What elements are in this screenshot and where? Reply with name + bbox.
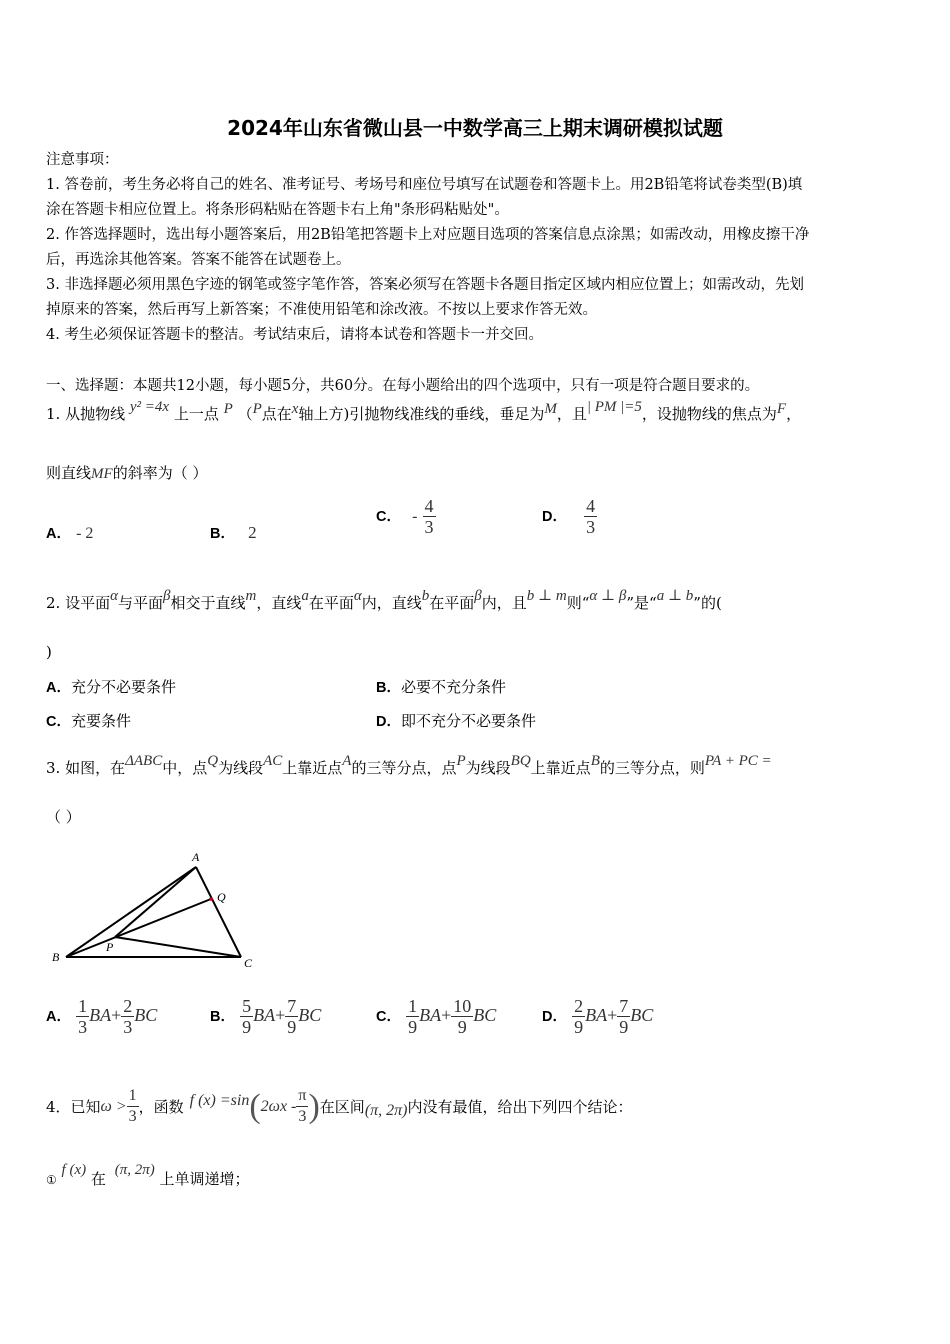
- question-2: 2. 设平面α与平面β相交于直线m，直线a在平面α内，直线b在平面β内，且b ⊥ m则“α ⊥ β”是“a ⊥ b”的(: [46, 588, 722, 612]
- conclusion-1: ① f (x) 在 (π, 2π) 上单调递增；: [46, 1162, 250, 1188]
- notice-line: 涂在答题卡相应位置上。将条形码粘贴在答题卡右上角"条形码粘贴处"。: [46, 202, 509, 218]
- section-heading: 一、选择题：本题共12小题，每小题5分，共60分。在每小题给出的四个选项中，只有一项是符合题目要求的。: [46, 378, 760, 394]
- page-title: 2024年山东省微山县一中数学高三上期末调研模拟试题: [227, 116, 723, 140]
- segment-pa: [115, 867, 196, 937]
- option-d[interactable]: D．即不充分不必要条件: [376, 712, 536, 730]
- option-b[interactable]: B． $\frac{5}{9}$ BA+ $\frac{7}{9}$ BC: [210, 996, 322, 1037]
- label-b: B: [52, 950, 60, 964]
- label-p: P: [106, 940, 114, 954]
- option-c[interactable]: C．充要条件: [46, 712, 131, 730]
- question-1-line2: 则直线MF的斜率为（ ）: [46, 464, 208, 482]
- notice-line: 4. 考生必须保证答题卡的整洁。考试结束后，请将本试卷和答题卡一并交回。: [46, 327, 543, 343]
- segment-pc: [115, 937, 241, 957]
- option-c[interactable]: C． - $\frac{4}{3}$: [376, 496, 434, 537]
- option-b[interactable]: B． 2: [210, 523, 257, 542]
- option-b[interactable]: B．必要不充分条件: [376, 678, 506, 696]
- question-3-line2: （ ）: [46, 808, 81, 826]
- label-q: Q: [217, 890, 226, 904]
- option-d[interactable]: D． $\frac{2}{9}$ BA+ $\frac{7}{9}$ BC: [542, 996, 654, 1037]
- triangle-figure: [40, 845, 270, 975]
- label-c: C: [244, 956, 253, 970]
- notice-line: 3. 非选择题必须用黑色字迹的钢笔或签字笔作答，答案必须写在答题卡各题目指定区域内相应位置上；如需改动，先划: [46, 277, 804, 293]
- notice-line: 1. 答卷前，考生务必将自己的姓名、准考证号、考场号和座位号填写在试题卷和答题卡上。用2B铅笔将试卷类型(B)填: [46, 177, 803, 193]
- option-c[interactable]: C． $\frac{1}{9}$ BA+ $\frac{10}{9}$ BC: [376, 996, 497, 1037]
- question-2-line2: ): [46, 643, 52, 661]
- label-a: A: [192, 850, 200, 864]
- notice-line: 2. 作答选择题时，选出每小题答案后，用2B铅笔把答题卡上对应题目选项的答案信息点涂黑；如需改动，用橡皮擦干净: [46, 227, 810, 243]
- option-d[interactable]: D． $\frac{4}{3}$: [542, 496, 596, 537]
- point-q-marker: [209, 897, 213, 901]
- notice-heading: 注意事项：: [46, 152, 119, 168]
- segment-ac: [196, 867, 241, 957]
- question-1: 1. 从抛物线 y² =4x 上一点 P （P点在x轴上方)引抛物线准线的垂线，垂足为M，且| PM |=5，设抛物线的焦点为F，: [46, 399, 802, 423]
- notice-line: 后，再选涂其他答案。答案不能答在试题卷上。: [46, 252, 351, 268]
- option-a[interactable]: A． - 2: [46, 525, 94, 542]
- question-4: 4．已知 ω > $\frac{1}{3}$ ，函数 f (x) =sin ( 2ωx - $\frac{\pi}{3}$ ) 在区间 (π, 2π) 内没有最值，给出下列四个结论：: [46, 1087, 633, 1125]
- question-3: 3. 如图，在ΔABC中，点Q为线段AC上靠近点A的三等分点，点P为线段BQ上靠近点B的三等分点，则PA + PC =: [46, 753, 772, 777]
- option-a[interactable]: A．充分不必要条件: [46, 678, 176, 696]
- option-a[interactable]: A． $\frac{1}{3}$ BA+ $\frac{2}{3}$ BC: [46, 996, 158, 1037]
- notice-line: 掉原来的答案，然后再写上新答案；不准使用铅笔和涂改液。不按以上要求作答无效。: [46, 302, 597, 318]
